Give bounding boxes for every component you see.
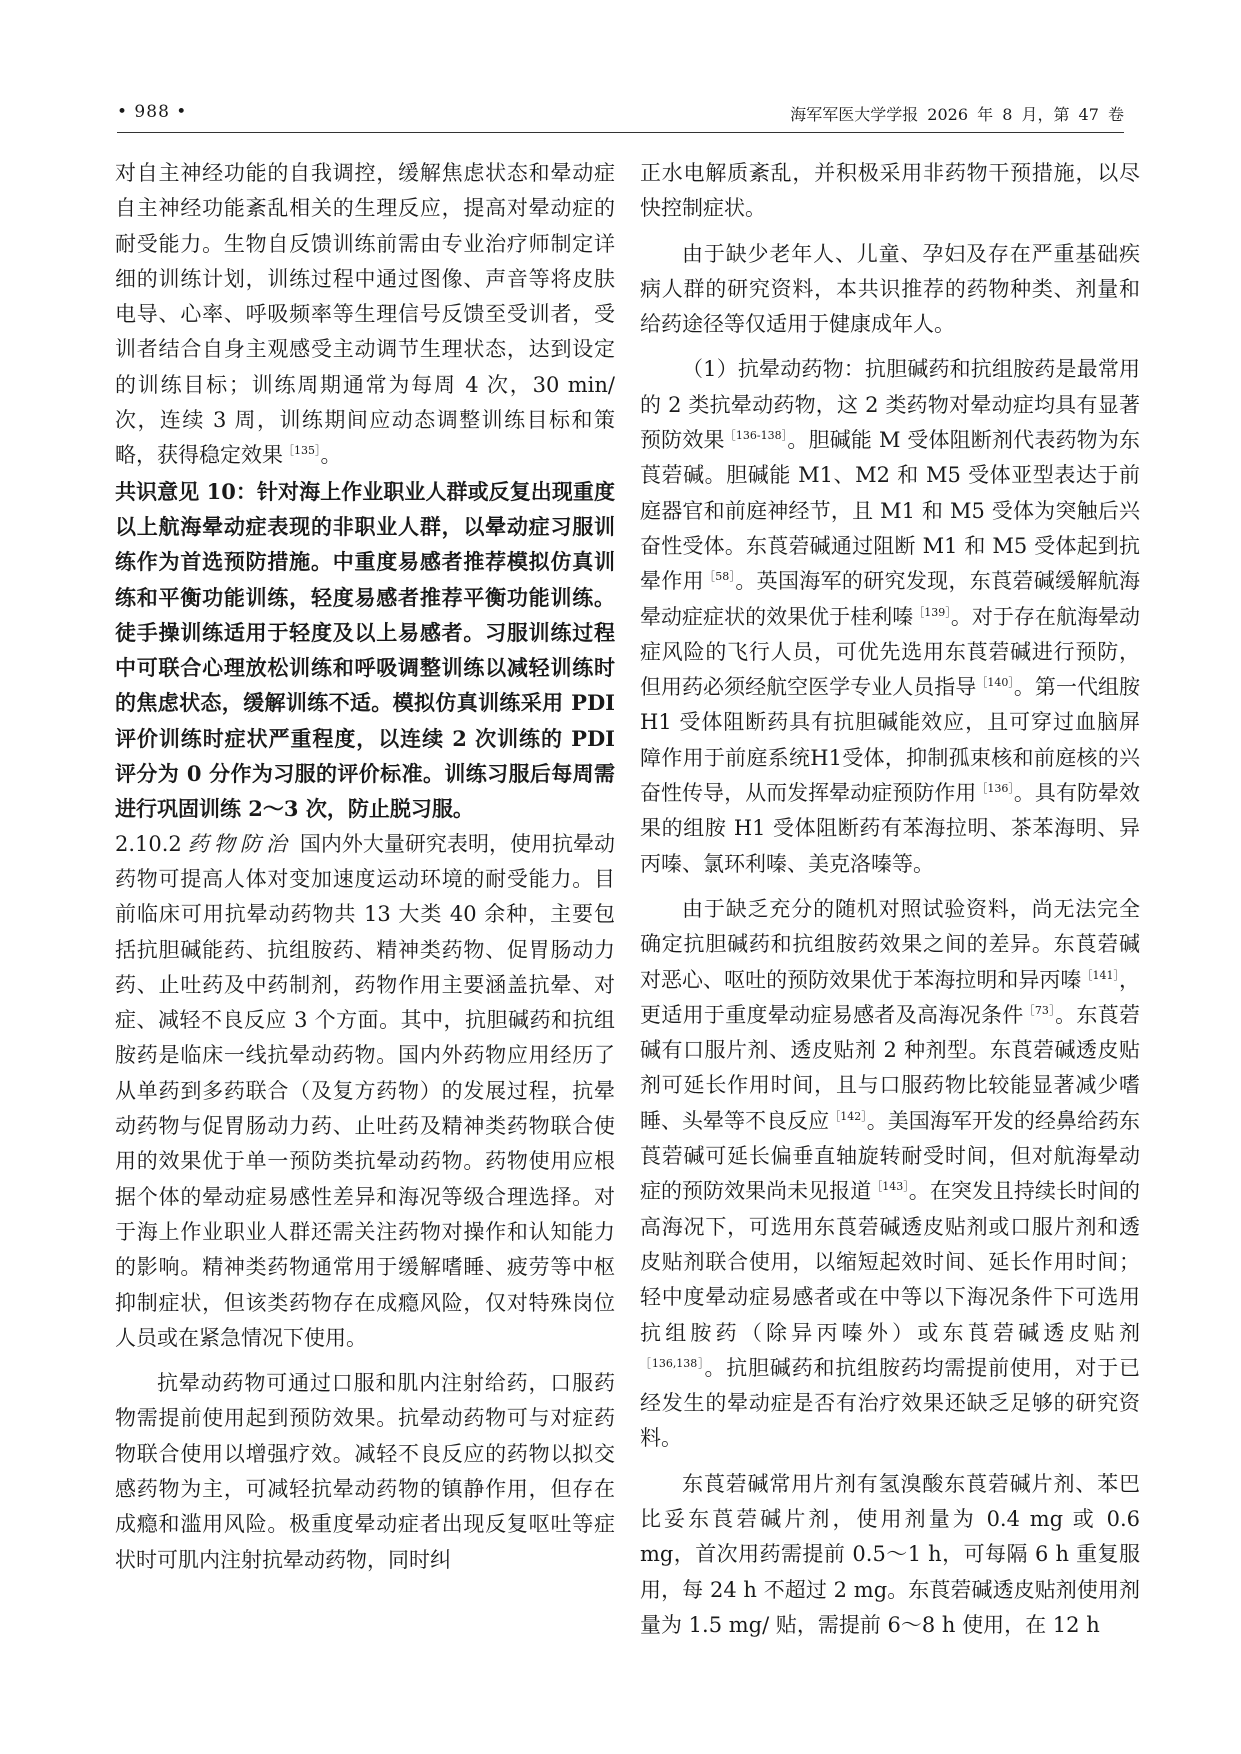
citation: ［73］ (1023, 1003, 1056, 1017)
section-2-10-2: 2.10.2 药物防治 国内外大量研究表明，使用抗晕动药物可提高人体对变加速度运动环境的耐受能力。目前临床可用抗晕动药物共 13 大类 40 余种，主要包括抗胆碱能药、抗组胺药、精神类药物、促胃肠动力药、止吐药及中药制剂，药物作用主要涵盖抗晕、对症、减轻不良反应 3 个方面。其中，抗胆碱药和抗组胺药是临床一线抗晕动药物。国内外药物应用经历了从单药到多药联合（及复方药物）的发展过程，抗晕动药物与促胃肠动力药、止吐药及精神类药物联合使用的效果优于单一预防类抗晕动药物。药物使用应根据个体的晕动症易感性差异和海况等级合理选择。对于海上作业职业人群还需关注药物对操作和认知能力的影响。精神类药物通常用于缓解嗜睡、疲劳等中枢抑制症状，但该类药物存在成瘾风险，仅对特殊岗位人员或在紧急情况下使用。 (115, 831, 616, 1350)
citation: ［143］ (871, 1180, 909, 1194)
left-column (115, 156, 615, 1578)
citation: ［135］ (283, 444, 321, 458)
page-number: • 988 • (117, 102, 188, 122)
paragraph: 对自主神经功能的自我调控，缓解焦虑状态和晕动症自主神经功能紊乱相关的生理反应，提高对晕动症的耐受能力。生物自反馈训练前需由专业治疗师制定详细的训练计划，训练过程中通过图像、声音等将皮肤电导、心率、呼吸频率等生理信号反馈至受训者，受训者结合自身主观感受主动调节生理状态，达到设定的训练目标；训练周期通常为每周 4 次，30 min/ 次，连续 3 周，训练期间应动态调整训练目标和策略，获得稳定效果$^{[135]}$。 (115, 161, 615, 468)
paragraph: 由于缺少老年人、儿童、孕妇及存在严重基础疾病人群的研究资料，本共识推荐的药物种类、剂量和给药途径等仅适用于健康成年人。 (640, 241, 1140, 337)
citation: ［141］ (1081, 968, 1119, 982)
consensus-statement: 共识意见 10：针对海上作业职业人群或反复出现重度以上航海晕动症表现的非职业人群，以晕动症习服训练作为首选预防措施。中重度易感者推荐模拟仿真训练和平衡功能训练，轻度易感者推荐平衡功能训练。徒手操训练适用于轻度及以上易感者。习服训练过程中可联合心理放松训练和呼吸调整训练以减轻训练时的焦虑状态，缓解训练不适。模拟仿真训练采用 PDI 评价训练时症状严重程度，以连续 2 次训练的 PDI 评分为 0 分作为习服的评价标准。训练习服后每周需进行巩固训练 2～3 次，防止脱习服。 (115, 478, 615, 822)
page-header (117, 92, 1124, 133)
citation: ［136］ (976, 782, 1014, 796)
citation: ［142］ (829, 1109, 867, 1123)
paragraph: 正水电解质紊乱，并积极采用非药物干预措施，以尽快控制症状。 (640, 161, 1140, 221)
citation: ［139］ (913, 605, 951, 619)
citation: ［136,138］ (640, 1356, 705, 1370)
paragraph: （1）抗晕动药物：抗胆碱药和抗组胺药是最常用的 2 类抗晕动药物，这 2 类药物对晕动症均具有显著预防效果$^{[136-138]}$。胆碱能 M 受体阻断剂代表药物为东莨菪碱。胆碱能 M1、M2 和 M5 受体亚型表达于前庭器官和前庭神经节，且 M1 和 M5 受体为突触后兴奋性受体。东莨菪碱通过阻断 M1 和 M5 受体起到抗晕作用$^{[58]}$。英国海军的研究发现，东莨菪碱缓解航海晕动症症状的效果优于桂利嗪$^{[139]}$。对于存在航海晕动症风险的飞行人员，可优先选用东莨菪碱进行预防，但用药必须经航空医学专业人员指导$^{[140]}$。第一代组胺 H1 受体阻断药具有抗胆碱能效应，且可穿过血脑屏障作用于前庭系统H1受体，抑制孤束核和前庭核的兴奋性传导，从而发挥晕动症预防作用$^{[136]}$。具有防晕效果的组胺 H1 受体阻断药有苯海拉明、茶苯海明、异丙嗪、氯环利嗪、美克洛嗪等。 (640, 357, 1141, 876)
paragraph: 由于缺乏充分的随机对照试验资料，尚无法完全确定抗胆碱药和抗组胺药效果之间的差异。东莨菪碱对恶心、呕吐的预防效果优于苯海拉明和异丙嗪$^{[141]}$，更适用于重度晕动症易感者及高海况条件$^{[73]}$。东莨菪碱有口服片剂、透皮贴剂 2 种剂型。东莨菪碱透皮贴剂可延长作用时间，且与口服药物比较能显著减少嗜睡、头晕等不良反应$^{[142]}$。美国海军开发的经鼻给药东莨菪碱可延长偏垂直轴旋转耐受时间，但对航海晕动症的预防效果尚未见报道$^{[143]}$。在突发且持续长时间的高海况下，可选用东莨菪碱透皮贴剂或口服片剂和透皮贴剂联合使用，以缩短起效时间、延长作用时间；轻中度晕动症易感者或在中等以下海况条件下可选用抗组胺药（除异丙嗪外）或东莨菪碱透皮贴剂$^{[136,138]}$。抗胆碱药和抗组胺药均需提前使用，对于已经发生的晕动症是否有治疗效果还缺乏足够的研究资料。 (640, 896, 1141, 1451)
right-column (640, 156, 1140, 1643)
journal-info: 海军军医大学学报 2026 年 8 月，第 47 卷 (790, 105, 1124, 124)
citation: ［140］ (976, 676, 1014, 690)
citation: ［136-138］ (724, 429, 788, 443)
section-number: 2.10.2 (115, 831, 182, 856)
paragraph: 抗晕动药物可通过口服和肌内注射给药，口服药物需提前使用起到预防效果。抗晕动药物可与对症药物联合使用以增强疗效。减轻不良反应的药物以拟交感药物为主，可减轻抗晕动药物的镇静作用，但存在成瘾和滥用风险。极重度晕动症者出现反复呕吐等症状时可肌内注射抗晕动药物，同时纠 (115, 1371, 615, 1572)
citation: ［58］ (703, 570, 736, 584)
paragraph: 东莨菪碱常用片剂有氢溴酸东莨菪碱片剂、苯巴比妥东莨菪碱片剂，使用剂量为 0.4 mg 或 0.6 mg，首次用药需提前 0.5～1 h，可每隔 6 h 重复服用，每 24 h 不超过 2 mg。东莨菪碱透皮贴剂使用剂量为 1.5 mg/ 贴，需提前 6～8 h 使用，在 12 h (640, 1471, 1140, 1637)
section-title: 药物防治 (187, 831, 292, 856)
